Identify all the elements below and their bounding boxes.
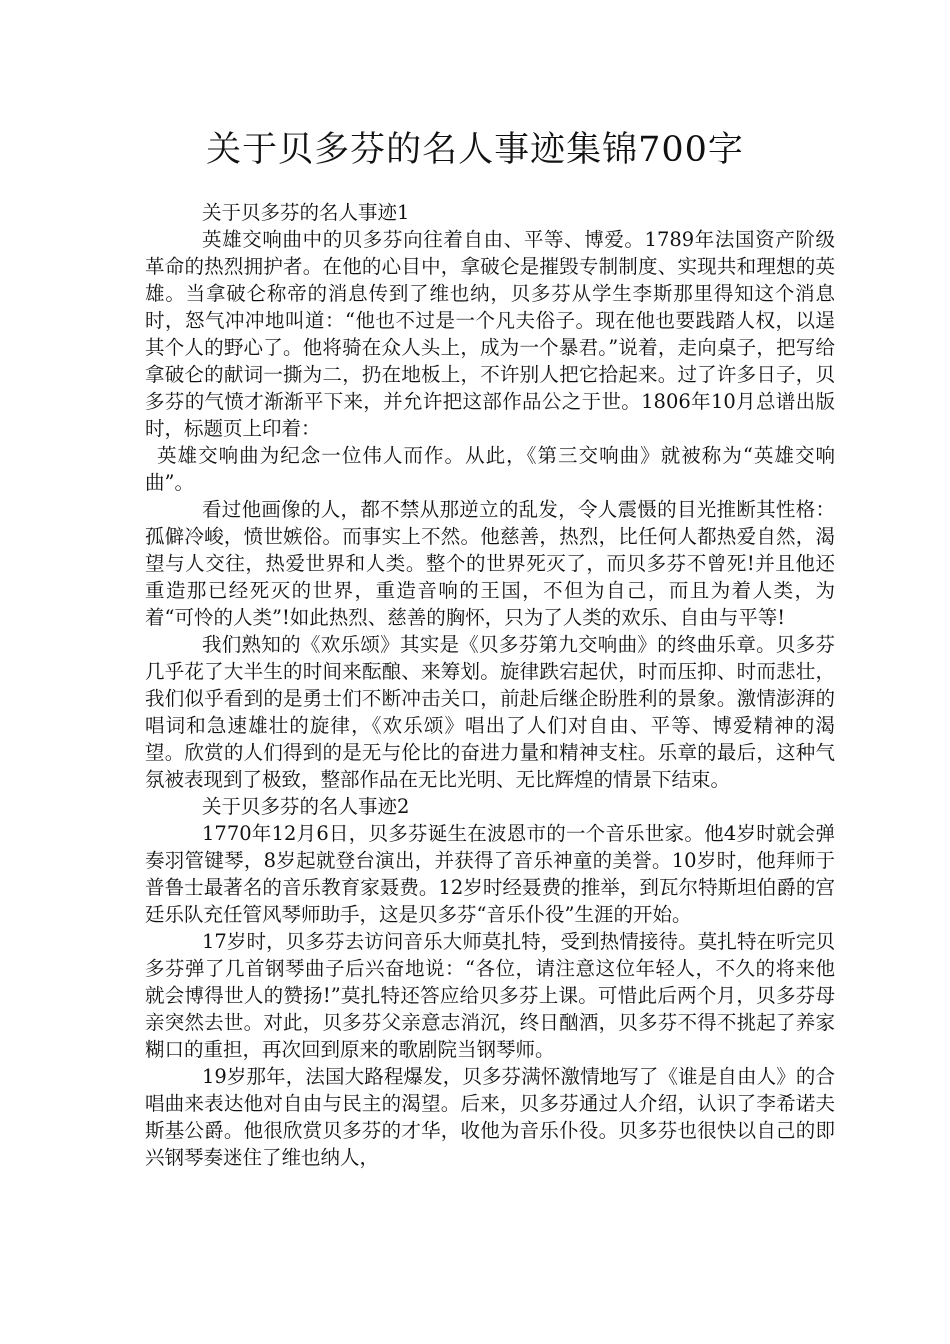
section2-heading: 关于贝多芬的名人事迹2 [202,795,410,818]
section1-paragraph-4: 我们熟知的《欢乐颂》其实是《贝多芬第九交响曲》的终曲乐章。贝多芬几乎花了大半生的时间来酝酿、来筹划。旋律跌宕起伏，时而压抑、时而悲壮，我们似乎看到的是勇士们不断冲击关口，前赴后继企盼胜利的景象。激情澎湃的唱词和急速雄壮的旋律，《欢乐颂》唱出了人们对自由、平等、博爱精神的渴望。欣赏的人们得到的是无与伦比的奋进力量和精神支柱。乐章的最后，这种气氛被表现到了极致，整部作品在无比光明、无比辉煌的情景下结束。 [145,633,835,791]
section1-heading: 关于贝多芬的名人事迹1 [202,201,410,224]
section2-paragraph-1: 1770年12月6日，贝多芬诞生在波恩市的一个音乐世家。他4岁时就会弹奏羽管键琴，8岁起就登台演出，并获得了音乐神童的美誉。10岁时，他拜师于普鲁士最著名的音乐教育家聂费。12岁时经聂费的推举，到瓦尔特斯坦伯爵的宫廷乐队充任管风琴师助手，这是贝多芬“音乐仆役”生涯的开始。 [145,822,835,926]
document-body [145,199,835,1171]
section1-paragraph-1: 英雄交响曲中的贝多芬向往着自由、平等、博爱。1789年法国资产阶级革命的热烈拥护者。在他的心目中，拿破仑是摧毁专制制度、实现共和理想的英雄。当拿破仑称帝的消息传到了维也纳，贝多芬从学生李斯那里得知这个消息时，怒气冲冲地叫道：“他也不过是一个凡夫俗子。现在他也要践踏人权，以逞其个人的野心了。他将骑在众人头上，成为一个暴君。”说着，走向桌子，把写给拿破仑的献词一撕为二，扔在地板上，不许别人把它拾起来。过了许多日子，贝多芬的气愤才渐渐平下来，并允许把这部作品公之于世。1806年10月总谱出版时，标题页上印着： [145,228,835,440]
section1-paragraph-3: 看过他画像的人，都不禁从那逆立的乱发，令人震慑的目光推断其性格：孤僻冷峻，愤世嫉俗。而事实上不然。他慈善，热烈，比任何人都热爱自然，渴望与人交往，热爱世界和人类。整个的世界死灭了，而贝多芬不曾死!并且他还重造那已经死灭的世界，重造音响的王国，不但为自己，而且为着人类，为着“可怜的人类”!如此热烈、慈善的胸怀，只为了人类的欢乐、自由与平等! [145,498,835,629]
section2-paragraph-2: 17岁时，贝多芬去访问音乐大师莫扎特，受到热情接待。莫扎特在听完贝多芬弹了几首钢琴曲子后兴奋地说：“各位，请注意这位年轻人，不久的将来他就会博得世人的赞扬!”莫扎特还答应给贝多芬上课。可惜此后两个月，贝多芬母亲突然去世。对此，贝多芬父亲意志消沉，终日酗酒，贝多芬不得不挑起了养家糊口的重担，再次回到原来的歌剧院当钢琴师。 [145,930,835,1061]
section2-paragraph-3: 19岁那年，法国大路程爆发，贝多芬满怀激情地写了《谁是自由人》的合唱曲来表达他对自由与民主的渴望。后来，贝多芬通过人介绍，认识了李希诺夫斯基公爵。他很欣赏贝多芬的才华，收他为音乐仆役。贝多芬也很快以自己的即兴钢琴奏迷住了维也纳人， [145,1065,835,1169]
section1-paragraph-2: 英雄交响曲为纪念一位伟人而作。从此，《第三交响曲》就被称为“英雄交响曲”。 [145,444,835,494]
document-title: 关于贝多芬的名人事迹集锦700字 [206,130,744,170]
